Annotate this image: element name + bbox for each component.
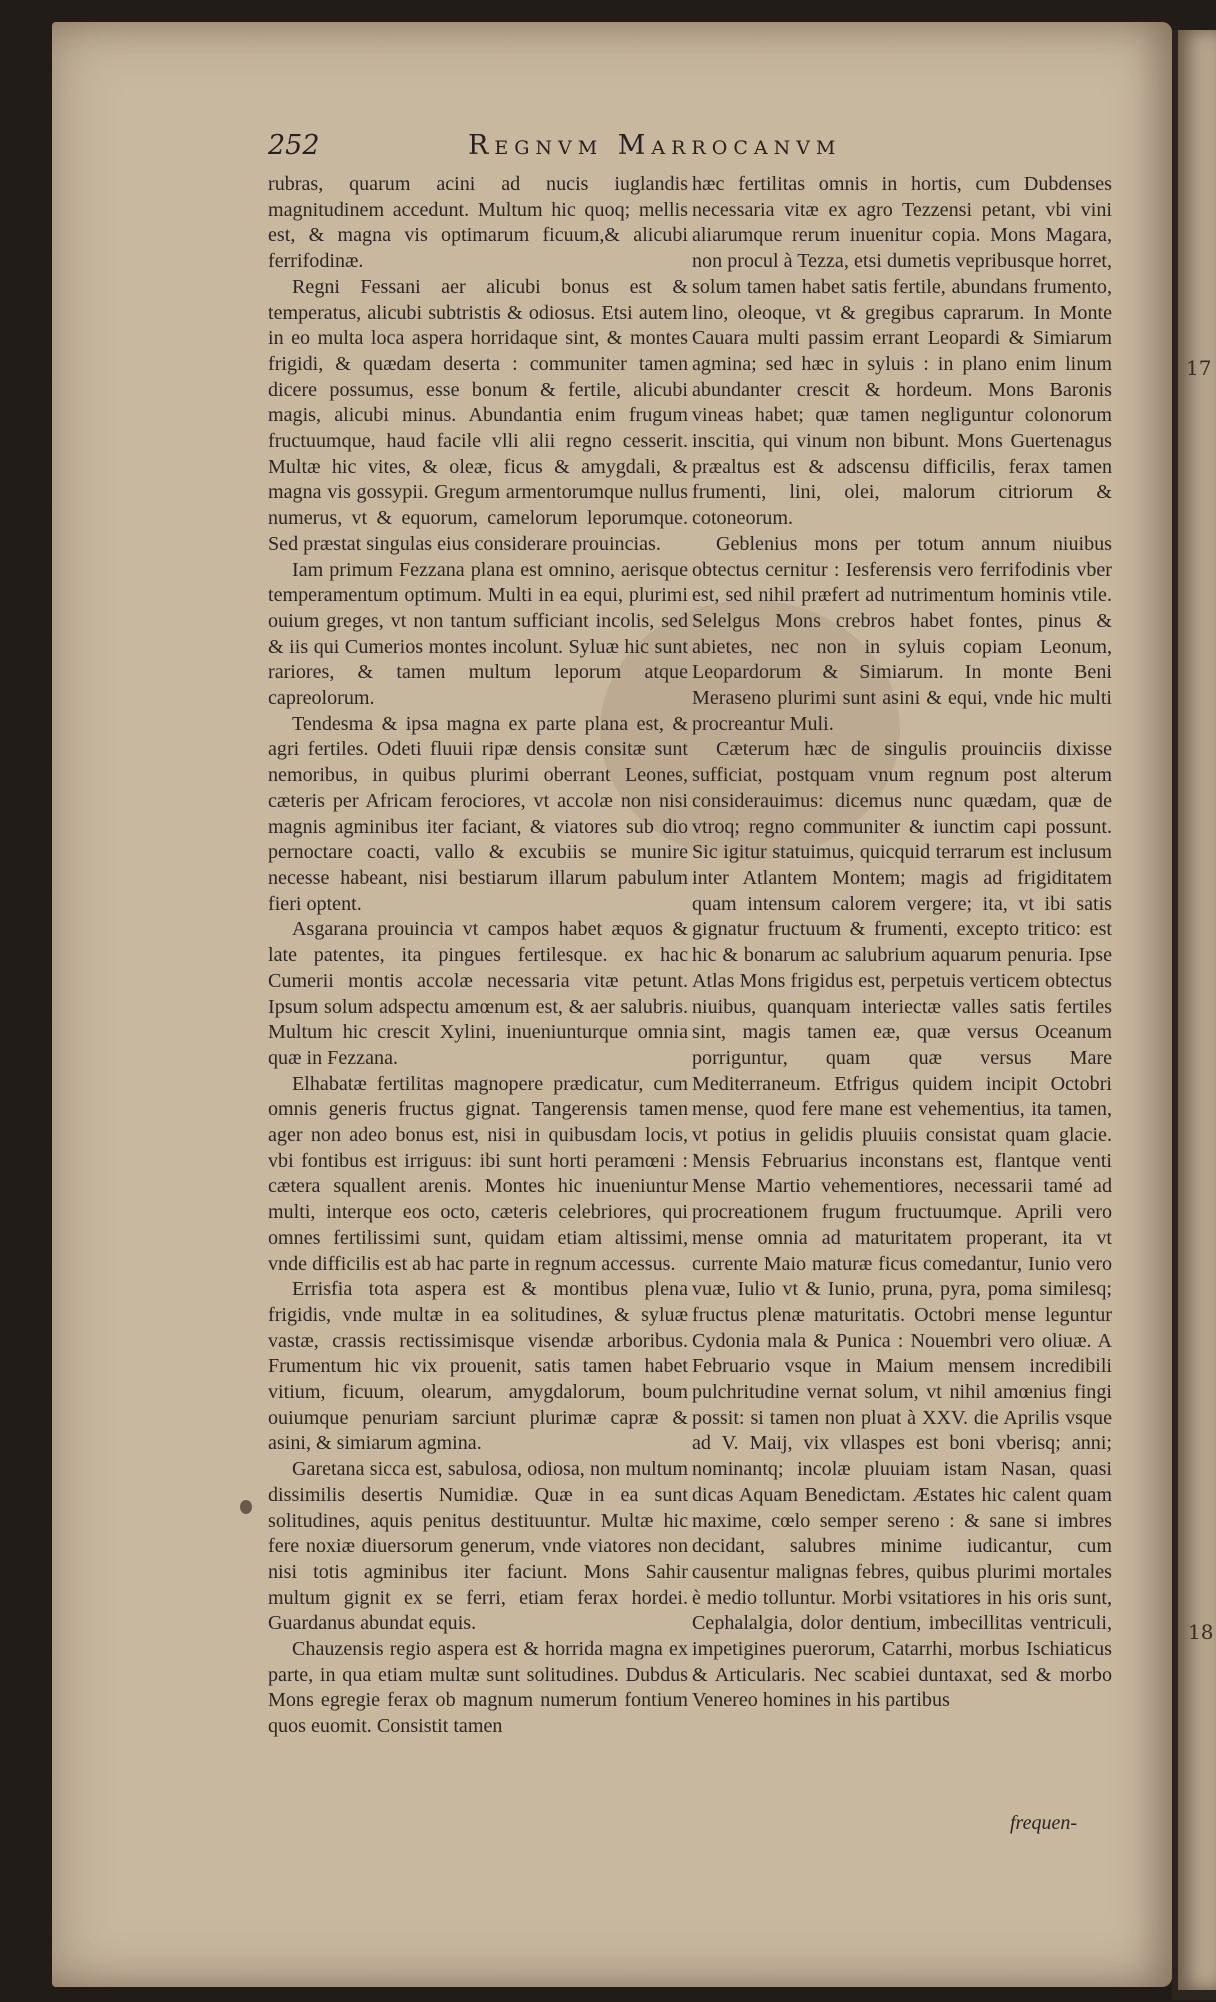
ink-blot <box>240 1500 252 1514</box>
running-title: Regnvm Marrocanvm <box>468 130 842 161</box>
margin-note-18: 18 <box>1188 1620 1214 1644</box>
paragraph: Chauzensis regio aspera est & horrida magna ex parte, in qua etiam multæ sunt solitudines. Dubdus Mons egregie ferax ob magnum numerum fontium quos euomit. Consistit tamen <box>268 1638 688 1738</box>
paragraph: hæc fertilitas omnis in hortis, cum Dubdenses necessaria vitæ ex agro Tezzensi petant, vbi vini aliarumque rerum inuenitur copia. Mons Magara, non procul à Tezza, etsi dumetis vepribusque horret, solum tamen habet satis fertile, abundans frumento, lino, oleoque, vt & gregibus caprarum. In Monte Cauara multi passim errant Leopardi & Simiarum agmina; sed hæc in syluis : in plano enim linum abundanter crescit & hordeum. Mons Baronis vineas habet; quæ tamen negliguntur colonorum inscitia, qui vinum non bibunt. Mons Guertenagus præaltus est & adscensu difficilis, ferax tamen frumenti, lini, olei, malorum citriorum & cotoneorum. <box>692 173 1112 530</box>
running-head <box>268 130 1128 168</box>
paragraph: rubras, quarum acini ad nucis iuglandis magnitudinem accedunt. Multum hic quoq; mellis est, & magna vis optimarum ficuum,& alicubi ferrifodinæ. <box>268 173 688 273</box>
paragraph: Iam primum Fezzana plana est omnino, aerisque temperamentum optimum. Multi in ea equi, plurimi ouium greges, vt non tantum sufficiant incolis, sed & iis qui Cumerios montes incolunt. Syluæ hic sunt rariores, & tamen multum leporum atque capreolorum. <box>268 558 688 710</box>
paragraph: Garetana sicca est, sabulosa, odiosa, non multum dissimilis desertis Numidiæ. Quæ in ea sunt solitudines, aquis penitus destituuntur. Multæ hic fere noxiæ diuersorum generum, vnde viatores non nisi totis agminibus iter faciunt. Mons Sahir multum gignit ex se ferri, etiam ferax hordei. Guardanus abundat equis. <box>268 1458 688 1635</box>
facing-page-edge <box>1178 30 1216 1990</box>
page-number: 252 <box>268 130 320 161</box>
paragraph: Errisfia tota aspera est & montibus plena frigidis, vnde multæ in ea solitudines, & syluæ vastæ, crassis rectissimisque visendæ arboribus. Frumentum hic vix prouenit, satis tamen habet vitium, ficuum, olearum, amygdalorum, boum ouiumque penuriam sarciunt plurimæ capræ & asini, & simiarum agmina. <box>268 1278 688 1455</box>
margin-note-17: 17 <box>1186 356 1212 380</box>
catchword: frequen- <box>1010 1812 1078 1834</box>
paragraph: Elhabatæ fertilitas magnopere prædicatur, cum omnis generis fructus gignat. Tangerensis tamen ager non adeo bonus est, nisi in quibusdam locis, vbi fontibus est irriguus: ibi sunt horti peramœni : cætera squallent arenis. Montes hic inueniuntur multi, interque eos octo, cæteris celebriores, qui omnes fertilissimi sunt, quidam etiam altissimi, vnde difficilis est ab hac parte in regnum accessus. <box>268 1072 688 1275</box>
paragraph: Tendesma & ipsa magna ex parte plana est, & agri fertiles. Odeti fluuii ripæ densis consitæ sunt nemoribus, in quibus plurimi oberrant Leones, cæteris per Africam ferociores, vt accolæ non nisi magnis agminibus iter faciant, & viatores sub dio pernoctare coacti, vallo & excubiis se munire necesse habeant, nisi bestiarum illarum pabulum fieri optent. <box>268 712 688 915</box>
paragraph: Asgarana prouincia vt campos habet æquos & late patentes, ita pingues fertilesque. ex hac Cumerii montis accolæ necessaria vitæ petunt. Ipsum solum adspectu amœnum est, & aer salubris. Multum hic crescit Xylini, inueniunturque omnia quæ in Fezzana. <box>268 918 688 1069</box>
paragraph: Regni Fessani aer alicubi bonus est & temperatus, alicubi subtristis & odiosus. Etsi autem in eo multa loca aspera horridaque sint, & montes frigidi, & quædam deserta : communiter tamen dicere possumus, esse bonum & fertile, alicubi magis, alicubi minus. Abundantia enim frugum fructuumque, haud facile vlli alii regno cesserit. Multæ hic vites, & oleæ, ficus & amygdali, & magna vis gossypii. Gregum armentorumque nullus numerus, vt & equorum, camelorum leporumque. Sed præstat singulas eius considerare prouincias. <box>268 275 688 555</box>
paragraph: Geblenius mons per totum annum niuibus obtectus cernitur : Iesferensis vero ferrifodinis vber est, sed nihil præfert ad nutrimentum hominis vtile. Selelgus Mons crebros habet fontes, pinus & abietes, nec non in syluis copiam Leonum, Leopardorum & Simiarum. In monte Beni Meraseno plurimi sunt asini & equi, vnde hic multi procreantur Muli. <box>692 532 1112 735</box>
right-text-column <box>692 172 1112 1714</box>
paragraph: Cæterum hæc de singulis prouinciis dixisse sufficiat, postquam vnum regnum post alterum considerauimus: dicemus nunc quædam, quæ de vtroq; regno communiter & iunctim capi possunt. Sic igitur statuimus, quicquid terrarum est inclusum inter Atlantem Montem; magis ad frigiditatem quam intensum calorem vergere; ita, vt ibi satis gignatur fructuum & frumenti, excepto tritico: est hic & bonarum ac salubrium aquarum penuria. Ipse Atlas Mons frigidus est, perpetuis verticem obtectus niuibus, quanquam interiectæ valles satis fertiles sint, magis tamen eæ, quæ versus Oceanum porriguntur, quam quæ versus Mare Mediterraneum. Etfrigus quidem incipit Octobri mense, quod fere mane est vehementius, ita tamen, vt potius in gelidis pluuiis consistat quam glacie. Mensis Februarius inconstans est, flantque venti Mense Martio vehementiores, necessarii tamé ad procreationem frugum fructuumque. Aprili vero mense omnia ad maturitatem properant, ita vt currente Maio maturæ ficus comedantur, Iunio vero vuæ, Iulio vt & Iunio, pruna, pyra, poma similesq; fructus plenæ maturitatis. Octobri mense leguntur Cydonia mala & Punica : Nouembri vero oliuæ. A Februario vsque in Maium mensem incredibili pulchritudine vernat solum, vt nihil amœnius fingi possit: si tamen non pluat à XXV. die Aprilis vsque ad V. Maij, vix vllaspes est boni vberisq; anni; nominantq; incolæ pluuiam istam Nasan, quasi dicas Aquam Benedictam. Æstates hic calent quam maxime, cœlo semper sereno : & sane si imbres decidant, salubres minime iudicantur, cum causentur malignas febres, quibus plurimi mortales è medio tolluntur. Morbi vsitatiores in his oris sunt, Cephalalgia, dolor dentium, imbecillitas ventriculi, impetigines puerorum, Catarrhi, morbus Ischiaticus & Articularis. Nec scabiei duntaxat, sed & morbo Venereo homines in his partibus <box>692 738 1112 1712</box>
left-text-column <box>268 172 688 1740</box>
